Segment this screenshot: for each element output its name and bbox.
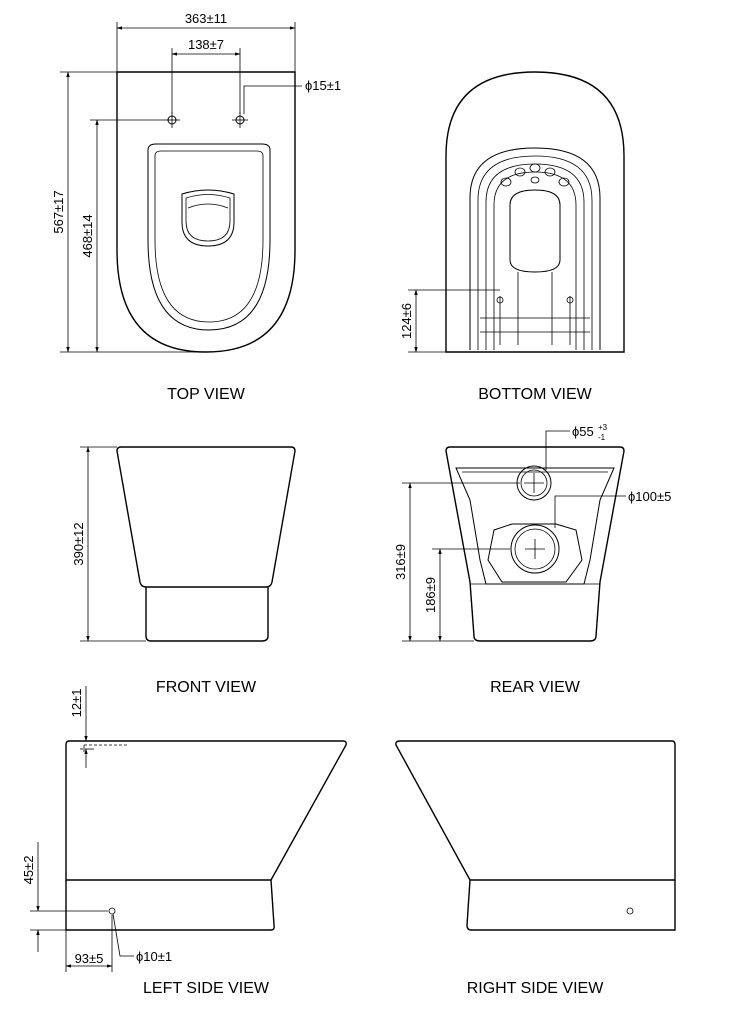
left-side-bowl <box>66 741 346 880</box>
top-view <box>51 11 341 403</box>
top-hole-front-dim: 468±14 <box>80 214 95 258</box>
front-view-pedestal <box>146 587 268 641</box>
top-length-dim: 567±17 <box>51 190 66 234</box>
top-hole-spacing-dim: 138±7 <box>187 37 225 52</box>
bottom-view-caption: BOTTOM VIEW <box>478 386 592 403</box>
front-view-bowl <box>117 447 295 587</box>
rear-inlet-tol-upper: +3 <box>598 423 608 432</box>
top-view-outline <box>117 72 295 352</box>
rear-view <box>393 423 671 696</box>
left-fixing-offset-dim: 93±5 <box>74 951 104 966</box>
bottom-view-outline <box>446 72 624 352</box>
bottom-view-trap <box>510 190 560 272</box>
top-view-seat-opening <box>148 144 270 330</box>
top-view-caption: TOP VIEW <box>167 386 245 403</box>
rear-inlet-dim: ϕ55 <box>572 424 594 439</box>
bottom-height-dim: 124±6 <box>399 302 414 340</box>
rear-outlet-dim: ϕ100±5 <box>628 489 672 504</box>
right-side-bowl <box>396 741 675 880</box>
left-side-view-caption: LEFT SIDE VIEW <box>143 980 269 997</box>
right-side-view <box>396 741 675 997</box>
rear-inlet-tol-lower: -1 <box>598 433 606 442</box>
front-view-caption: FRONT VIEW <box>155 679 257 696</box>
rear-view-caption: REAR VIEW <box>490 679 580 696</box>
right-side-view-caption: RIGHT SIDE VIEW <box>466 980 604 997</box>
left-top-offset-dim: 12±1 <box>69 688 84 718</box>
top-width-dim: 363±11 <box>184 11 228 26</box>
bottom-view-base-ring <box>470 148 600 350</box>
rear-inlet-height-dim: 316±9 <box>393 543 408 581</box>
right-side-fixing-hole <box>627 908 633 914</box>
front-view <box>71 447 295 696</box>
left-side-fixing-hole <box>109 908 115 914</box>
left-side-view <box>21 686 346 997</box>
top-view-bowl-outlet <box>182 190 234 246</box>
top-hole-diameter-dim: ϕ15±1 <box>305 78 342 93</box>
left-side-pedestal <box>66 880 274 930</box>
bottom-view <box>399 72 624 403</box>
right-side-pedestal <box>467 880 675 930</box>
front-height-dim: 390±12 <box>71 522 86 566</box>
left-fixing-diameter-dim: ϕ10±1 <box>136 949 173 964</box>
rear-outlet-height-dim: 186±9 <box>423 576 438 614</box>
left-fixing-height-dim: 45±2 <box>21 855 36 885</box>
